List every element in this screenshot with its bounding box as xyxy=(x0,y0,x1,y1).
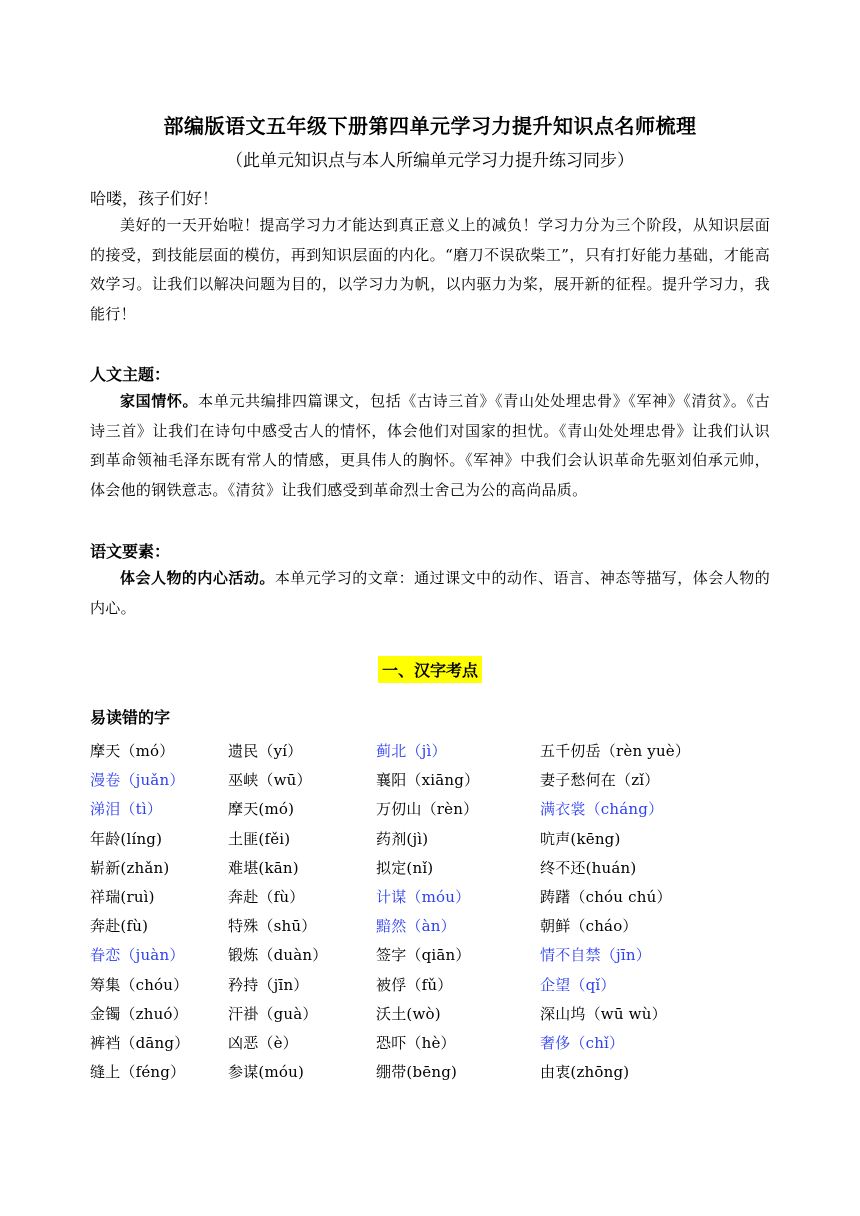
char-item: 摩天(mó) xyxy=(228,800,295,819)
char-item: 年龄(líng) xyxy=(90,829,163,848)
char-row xyxy=(90,1061,790,1090)
section-title-wrap xyxy=(0,656,860,683)
elements-heading: 语文要素： xyxy=(90,542,171,561)
char-item: 参谋(móu) xyxy=(228,1063,305,1082)
char-item: 祥瑞(ruì) xyxy=(90,887,155,906)
char-item: 漫卷（juǎn） xyxy=(90,771,185,790)
char-item: 计谋（móu） xyxy=(376,887,471,906)
char-item: 五千仞岳（rèn yuè） xyxy=(540,742,691,760)
char-item: 眷恋（juàn） xyxy=(90,946,185,965)
char-item: 被俘（fǔ） xyxy=(376,975,453,994)
char-item: 恐吓（hè） xyxy=(376,1033,456,1052)
theme-paragraph xyxy=(90,387,770,505)
char-row xyxy=(90,857,790,886)
char-row xyxy=(90,740,790,769)
char-row xyxy=(90,798,790,827)
char-item: 药剂(jì) xyxy=(376,829,429,848)
intro-paragraph: 美好的一天开始啦！提高学习力才能达到真正意义上的减负！学习力分为三个阶段，从知识层面的接受，到技能层面的模仿，再到知识层面的内化。“磨刀不误砍柴工”，只有打好能力基础，才能高效学习。让我们以解决问题为目的，以学习力为帆，以内驱力为桨，展开新的征程。提升学习力，我能行！ xyxy=(90,216,770,323)
char-item: 沃土(wò) xyxy=(376,1004,441,1023)
char-item: 吭声(kēng) xyxy=(540,829,621,848)
char-item: 缝上（féng） xyxy=(90,1063,186,1082)
char-item: 遗民（yí） xyxy=(228,742,303,760)
char-item: 妻子愁何在（zǐ） xyxy=(540,771,660,790)
char-row xyxy=(90,886,790,915)
easy-misread-heading: 易读错的字 xyxy=(90,708,171,727)
char-item: 土匪(fěi) xyxy=(228,829,291,848)
char-grid xyxy=(90,740,790,1090)
char-item: 裤裆（dāng） xyxy=(90,1033,190,1052)
char-item: 崭新(zhǎn) xyxy=(90,858,170,877)
elements-lead: 体会人物的内心活动。 xyxy=(120,569,275,587)
theme-heading: 人文主题： xyxy=(90,365,171,384)
char-item: 情不自禁（jīn） xyxy=(540,946,651,965)
char-row xyxy=(90,769,790,798)
char-item: 黯然（àn） xyxy=(376,917,456,936)
char-item: 蓟北（jì） xyxy=(376,742,447,760)
char-item: 万仞山（rèn） xyxy=(376,800,479,819)
char-row xyxy=(90,915,790,944)
char-item: 矜持（jīn） xyxy=(228,975,309,994)
char-row xyxy=(90,944,790,973)
char-item: 签字（qiān） xyxy=(376,946,471,965)
char-item: 踌躇（chóu chú） xyxy=(540,887,672,906)
char-item: 绷带(bēng) xyxy=(376,1063,458,1082)
char-item: 奔赴（fù） xyxy=(228,887,305,906)
char-item: 朝鲜（cháo） xyxy=(540,917,638,936)
char-item: 企望（qǐ） xyxy=(540,975,616,994)
char-item: 终不还(huán) xyxy=(540,858,637,877)
char-item: 深山坞（wū wù） xyxy=(540,1004,667,1023)
char-row xyxy=(90,1003,790,1032)
char-row xyxy=(90,974,790,1003)
char-item: 由衷(zhōng) xyxy=(540,1063,630,1082)
section-title: 一、汉字考点 xyxy=(378,656,482,683)
char-item: 涕泪（tì） xyxy=(90,800,163,819)
page-title: 部编版语文五年级下册第四单元学习力提升知识点名师梳理 xyxy=(163,114,697,138)
char-item: 筹集（chóu） xyxy=(90,975,189,994)
page-subtitle: （此单元知识点与本人所编单元学习力提升练习同步） xyxy=(226,151,634,171)
char-item: 摩天（mó） xyxy=(90,742,175,760)
char-item: 拟定(nǐ) xyxy=(376,858,434,877)
char-item: 襄阳（xiāng） xyxy=(376,771,480,790)
char-item: 凶恶（è） xyxy=(228,1033,298,1052)
greeting: 哈喽，孩子们好！ xyxy=(90,189,219,208)
char-item: 奔赴(fù) xyxy=(90,917,149,936)
theme-lead: 家国情怀。 xyxy=(120,392,199,410)
char-item: 锻炼（duàn） xyxy=(228,946,328,965)
char-item: 奢侈（chǐ） xyxy=(540,1033,625,1052)
char-item: 金镯（zhuó） xyxy=(90,1004,188,1023)
char-item: 巫峡（wū） xyxy=(228,771,312,790)
elements-paragraph xyxy=(90,564,770,623)
elements-text: 本单元学习的文章：通过课文中的动作、语言、神态等描写，体会人物的内心。 xyxy=(90,569,770,617)
char-item: 难堪(kān) xyxy=(228,858,299,877)
char-item: 满衣裳（cháng） xyxy=(540,800,664,819)
char-item: 汗褂（guà） xyxy=(228,1004,318,1023)
char-row xyxy=(90,1032,790,1061)
char-item: 特殊（shū） xyxy=(228,917,317,936)
theme-text: 本单元共编排四篇课文，包括《古诗三首》《青山处处埋忠骨》《军神》《清贫》。《古诗三首》让我们在诗句中感受古人的情怀，体会他们对国家的担忧。《青山处处埋忠骨》让我们认识到革命领袖毛泽东既有常人的情感，更具伟人的胸怀。《军神》中我们会认识革命先驱刘伯承元帅，体会他的钢铁意志。《清贫》让我们感受到革命烈士舍己为公的高尚品质。 xyxy=(90,392,770,499)
char-row xyxy=(90,828,790,857)
